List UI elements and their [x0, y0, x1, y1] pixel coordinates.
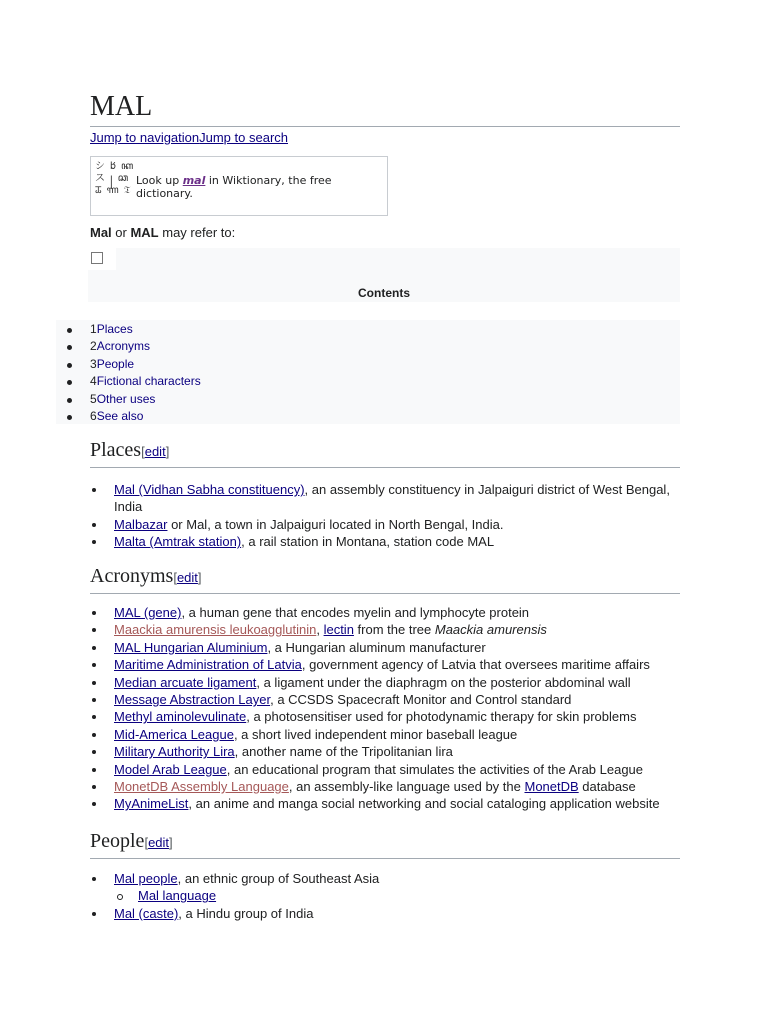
- list-item: MAL (gene), a human gene that encodes myelin and lymphocyte protein: [90, 604, 680, 621]
- toc-item[interactable]: 3People: [56, 356, 680, 373]
- page-title: MAL: [90, 88, 680, 127]
- places-list: [90, 481, 680, 551]
- toc-toggle-checkbox[interactable]: [91, 252, 103, 264]
- list-item: MAL Hungarian Aluminium, a Hungarian aluminum manufacturer: [90, 639, 680, 656]
- list-item: Mal people, an ethnic group of Southeast Asia: [90, 870, 680, 887]
- list-item: Mal (caste), a Hindu group of India: [90, 905, 680, 922]
- toc-list: [56, 320, 680, 424]
- list-item: Model Arab League, an educational program that simulates the activities of the Arab League: [90, 761, 680, 778]
- list-item: Mal language: [90, 887, 680, 904]
- wiktionary-logo-icon: シ 𐌱 ꦏ ス ꧊ ꦕ ꯊ ꦟ 𝔗: [95, 161, 135, 196]
- acronyms-list: [90, 604, 680, 813]
- list-item: Malbazar or Mal, a town in Jalpaiguri located in North Bengal, India.: [90, 516, 680, 533]
- toc-item[interactable]: 2Acronyms: [56, 338, 680, 355]
- list-item: Maritime Administration of Latvia, government agency of Latvia that oversees maritime affairs: [90, 656, 680, 673]
- wiktionary-box: [90, 156, 388, 216]
- list-item: MyAnimeList, an anime and manga social networking and social cataloging application website: [90, 795, 680, 812]
- toc-item[interactable]: 5Other uses: [56, 391, 680, 408]
- wiktionary-term-link[interactable]: mal: [182, 174, 206, 187]
- toc-item[interactable]: 4Fictional characters: [56, 373, 680, 390]
- list-item: Malta (Amtrak station), a rail station in Montana, station code MAL: [90, 533, 680, 550]
- list-item: Median arcuate ligament, a ligament under the diaphragm on the posterior abdominal wall: [90, 674, 680, 691]
- list-item: Mal (Vidhan Sabha constituency), an assembly constituency in Jalpaiguri district of West Bengal, India: [90, 481, 680, 516]
- list-item: Military Authority Lira, another name of the Tripolitanian lira: [90, 743, 680, 760]
- list-item: Mid-America League, a short lived independent minor baseball league: [90, 726, 680, 743]
- list-item: MonetDB Assembly Language, an assembly-like language used by the MonetDB database: [90, 778, 680, 795]
- intro-text: Mal or MAL may refer to:: [90, 225, 236, 240]
- toc-title: Contents: [358, 286, 410, 300]
- edit-people-link[interactable]: edit: [148, 835, 170, 850]
- jump-links: [90, 130, 288, 146]
- toc-header: [88, 248, 680, 302]
- jump-to-search-link[interactable]: Jump to search: [199, 130, 288, 145]
- list-item: Methyl aminolevulinate, a photosensitiser used for photodynamic therapy for skin problems: [90, 708, 680, 725]
- toc-item[interactable]: 1Places: [56, 321, 680, 338]
- edit-places-link[interactable]: edit: [144, 444, 166, 459]
- list-item: Maackia amurensis leukoagglutinin, lectin from the tree Maackia amurensis: [90, 621, 680, 638]
- list-item: Message Abstraction Layer, a CCSDS Spacecraft Monitor and Control standard: [90, 691, 680, 708]
- places-heading: Places[edit]: [90, 438, 680, 468]
- people-list: [90, 870, 680, 922]
- jump-to-navigation-link[interactable]: Jump to navigation: [90, 130, 200, 145]
- edit-acronyms-link[interactable]: edit: [176, 570, 198, 585]
- people-heading: People[edit]: [90, 829, 680, 859]
- acronyms-heading: Acronyms[edit]: [90, 564, 680, 594]
- wiktionary-text: Look up mal in Wiktionary, the free dictionary.: [136, 174, 332, 200]
- toc-item[interactable]: 6See also: [56, 408, 680, 425]
